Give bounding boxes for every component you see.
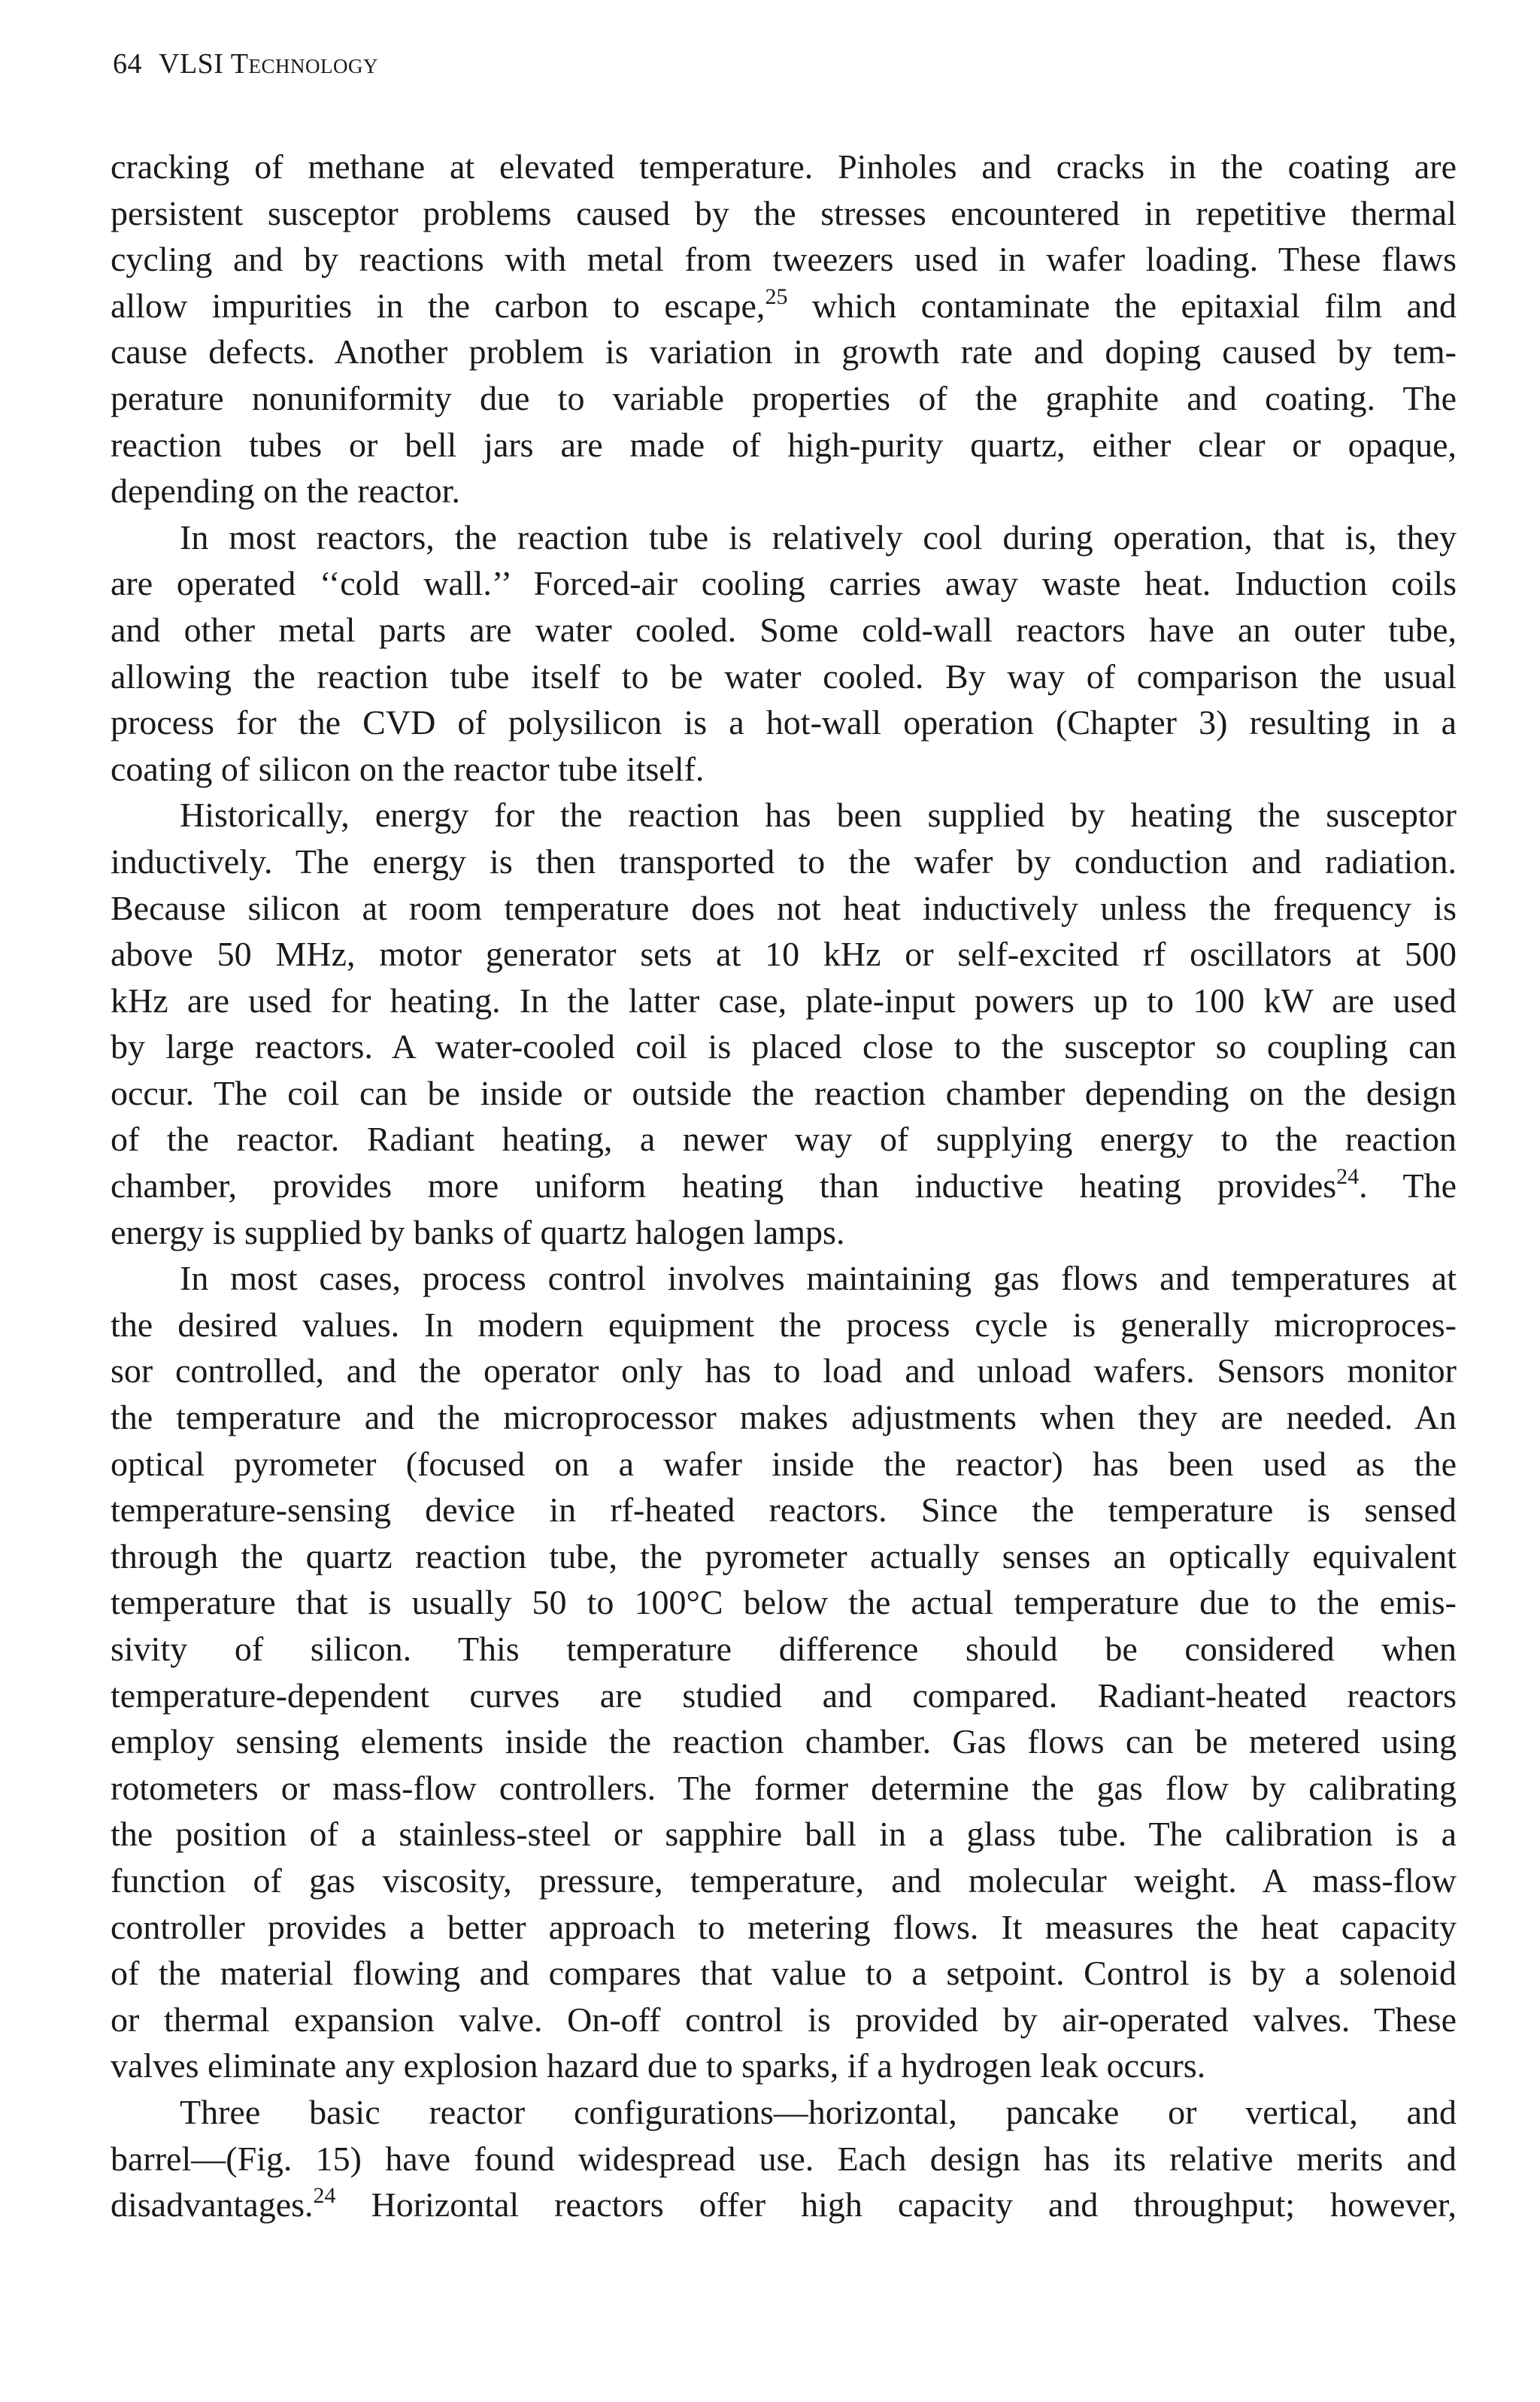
line-text-continuation: which contaminate the epitaxial film and — [787, 286, 1457, 325]
text-line — [111, 1394, 1457, 1441]
text-line — [111, 931, 1457, 978]
text-line — [111, 699, 1457, 746]
text-line — [111, 1209, 1457, 1256]
line-text-continuation: . The — [1359, 1166, 1457, 1206]
text-line — [111, 236, 1457, 283]
text-line — [111, 654, 1457, 700]
line-text: disadvantages. — [111, 2185, 314, 2225]
line-text: In most cases, process control involves maintaining gas flows and temperatures at — [180, 1259, 1457, 1298]
text-line — [111, 607, 1457, 654]
footnote-reference: 24 — [313, 2183, 336, 2209]
line-text: occur. The coil can be inside or outside the reaction chamber depending on the design — [111, 1073, 1457, 1112]
line-text: of the reactor. Radiant heating, a newer way of supplying energy to the reaction — [111, 1120, 1457, 1159]
line-text: chamber, provides more uniform heating than inductive heating provides — [111, 1166, 1337, 1206]
line-text: Because silicon at room temperature does not heat inductively unless the frequency is — [111, 888, 1457, 927]
line-text: kHz are used for heating. In the latter case, plate-input powers up to 100 kW are used — [111, 981, 1457, 1020]
text-line — [111, 746, 1457, 793]
line-text: cause defects. Another problem is variation in growth rate and doping caused by tem- — [111, 332, 1457, 372]
text-line — [111, 329, 1457, 375]
line-text: above 50 MHz, motor generator sets at 10 kHz or self-excited rf oscillators at 500 — [111, 935, 1457, 974]
line-text: function of gas viscosity, pressure, temperature, and molecular weight. A mass-flow — [111, 1861, 1457, 1900]
line-text: sivity of silicon. This temperature difference should be considered when — [111, 1630, 1457, 1668]
text-line — [111, 1579, 1457, 1626]
line-text: process for the CVD of polysilicon is a hot-wall operation (Chapter 3) resulting in a — [111, 703, 1457, 742]
paragraph — [111, 514, 1457, 793]
line-text: temperature-dependent curves are studied and compared. Radiant-heated reactors — [111, 1676, 1457, 1715]
text-line — [111, 839, 1457, 885]
text-line — [111, 978, 1457, 1024]
text-line — [111, 1811, 1457, 1858]
text-line — [111, 1441, 1457, 1488]
text-line — [111, 468, 1457, 514]
text-line — [111, 422, 1457, 469]
text-line — [111, 1904, 1457, 1951]
text-line — [111, 144, 1457, 190]
line-text: and other metal parts are water cooled. Some cold-wall reactors have an outer tube, — [111, 610, 1457, 649]
line-text: rotometers or mass-flow controllers. The former determine the gas flow by calibrating — [111, 1768, 1457, 1807]
text-line — [111, 1718, 1457, 1765]
text-line — [111, 1858, 1457, 1904]
body-text — [111, 144, 1457, 2228]
page-number: 64 — [113, 48, 142, 80]
line-text: inductively. The energy is then transported to the wafer by conduction and radiation. — [111, 842, 1457, 881]
text-line — [111, 560, 1457, 607]
text-line — [111, 1487, 1457, 1533]
text-line — [111, 1116, 1457, 1163]
text-line — [111, 1255, 1457, 1302]
line-text: valves eliminate any explosion hazard due to sparks, if a hydrogen leak occurs. — [111, 2046, 1206, 2085]
text-line — [111, 283, 1457, 329]
line-text: cracking of methane at elevated temperature. Pinholes and cracks in the coating are — [111, 147, 1457, 186]
line-text: sor controlled, and the operator only has to load and unload wafers. Sensors monitor — [111, 1351, 1457, 1391]
line-text: or thermal expansion valve. On-off control is provided by air-operated valves. These — [111, 2000, 1457, 2039]
line-text: optical pyrometer (focused on a wafer inside the reactor) has been used as the — [111, 1444, 1457, 1483]
text-line — [111, 1950, 1457, 1997]
text-line — [111, 1070, 1457, 1117]
text-line — [111, 514, 1457, 561]
line-text: In most reactors, the reaction tube is relatively cool during operation, that is, they — [180, 517, 1457, 557]
paragraph — [111, 144, 1457, 514]
line-text: of the material flowing and compares that value to a setpoint. Control is by a solenoid — [111, 1954, 1457, 1993]
paragraph — [111, 792, 1457, 1255]
book-title: VLSI Technology — [159, 48, 378, 80]
line-text: cycling and by reactions with metal from tweezers used in wafer loading. These flaws — [111, 240, 1457, 279]
text-line — [111, 1997, 1457, 2043]
text-line — [111, 2043, 1457, 2089]
text-line — [111, 190, 1457, 237]
text-line — [111, 1024, 1457, 1070]
line-text: Historically, energy for the reaction has been supplied by heating the susceptor — [180, 796, 1457, 835]
line-text: the desired values. In modern equipment the process cycle is generally microproces- — [111, 1305, 1457, 1344]
text-line — [111, 1302, 1457, 1348]
line-text: persistent susceptor problems caused by the stresses encountered in repetitive thermal — [111, 193, 1457, 232]
text-line — [111, 375, 1457, 422]
text-line — [111, 792, 1457, 839]
text-line — [111, 1348, 1457, 1394]
line-text: barrel—(Fig. 15) have found widespread use. Each design has its relative merits and — [111, 2139, 1457, 2178]
line-text: the position of a stainless-steel or sapphire ball in a glass tube. The calibration is a — [111, 1815, 1457, 1854]
text-line — [111, 2136, 1457, 2182]
line-text: employ sensing elements inside the reaction chamber. Gas flows can be metered using — [111, 1722, 1457, 1761]
line-text: are operated ‘‘cold wall.’’ Forced-air cooling carries away waste heat. Induction coils — [111, 564, 1457, 603]
line-text: reaction tubes or bell jars are made of high-purity quartz, either clear or opaque, — [111, 425, 1457, 464]
text-line — [111, 1163, 1457, 1209]
text-line — [111, 1533, 1457, 1580]
line-text: allowing the reaction tube itself to be water cooled. By way of comparison the usual — [111, 657, 1457, 696]
line-text: Three basic reactor configurations—horizontal, pancake or vertical, and — [180, 2092, 1457, 2131]
text-line — [111, 885, 1457, 932]
paragraph — [111, 1255, 1457, 2089]
text-line — [111, 2089, 1457, 2136]
text-line — [111, 1765, 1457, 1812]
text-line — [111, 1673, 1457, 1719]
text-line — [111, 2182, 1457, 2228]
line-text: energy is supplied by banks of quartz halogen lamps. — [111, 1212, 845, 1251]
paragraph — [111, 2089, 1457, 2228]
line-text: by large reactors. A water-cooled coil is placed close to the susceptor so coupling can — [111, 1027, 1457, 1066]
line-text: temperature that is usually 50 to 100°C below the actual temperature due to the emis- — [111, 1583, 1457, 1622]
running-head — [113, 47, 378, 81]
line-text: the temperature and the microprocessor makes adjustments when they are needed. An — [111, 1398, 1457, 1437]
line-text: through the quartz reaction tube, the pyrometer actually senses an optically equivalent — [111, 1536, 1457, 1576]
footnote-reference: 24 — [1336, 1164, 1360, 1190]
line-text: allow impurities in the carbon to escape, — [111, 286, 765, 325]
text-line — [111, 1626, 1457, 1673]
footnote-reference: 25 — [765, 284, 788, 309]
line-text: perature nonuniformity due to variable properties of the graphite and coating. The — [111, 378, 1457, 417]
line-text: depending on the reactor. — [111, 472, 460, 511]
line-text: controller provides a better approach to metering flows. It measures the heat capacity — [111, 1907, 1457, 1946]
line-text: temperature-sensing device in rf-heated reactors. Since the temperature is sensed — [111, 1491, 1457, 1530]
line-text: coating of silicon on the reactor tube itself. — [111, 749, 705, 788]
line-text-continuation: Horizontal reactors offer high capacity and throughput; however, — [335, 2185, 1457, 2225]
